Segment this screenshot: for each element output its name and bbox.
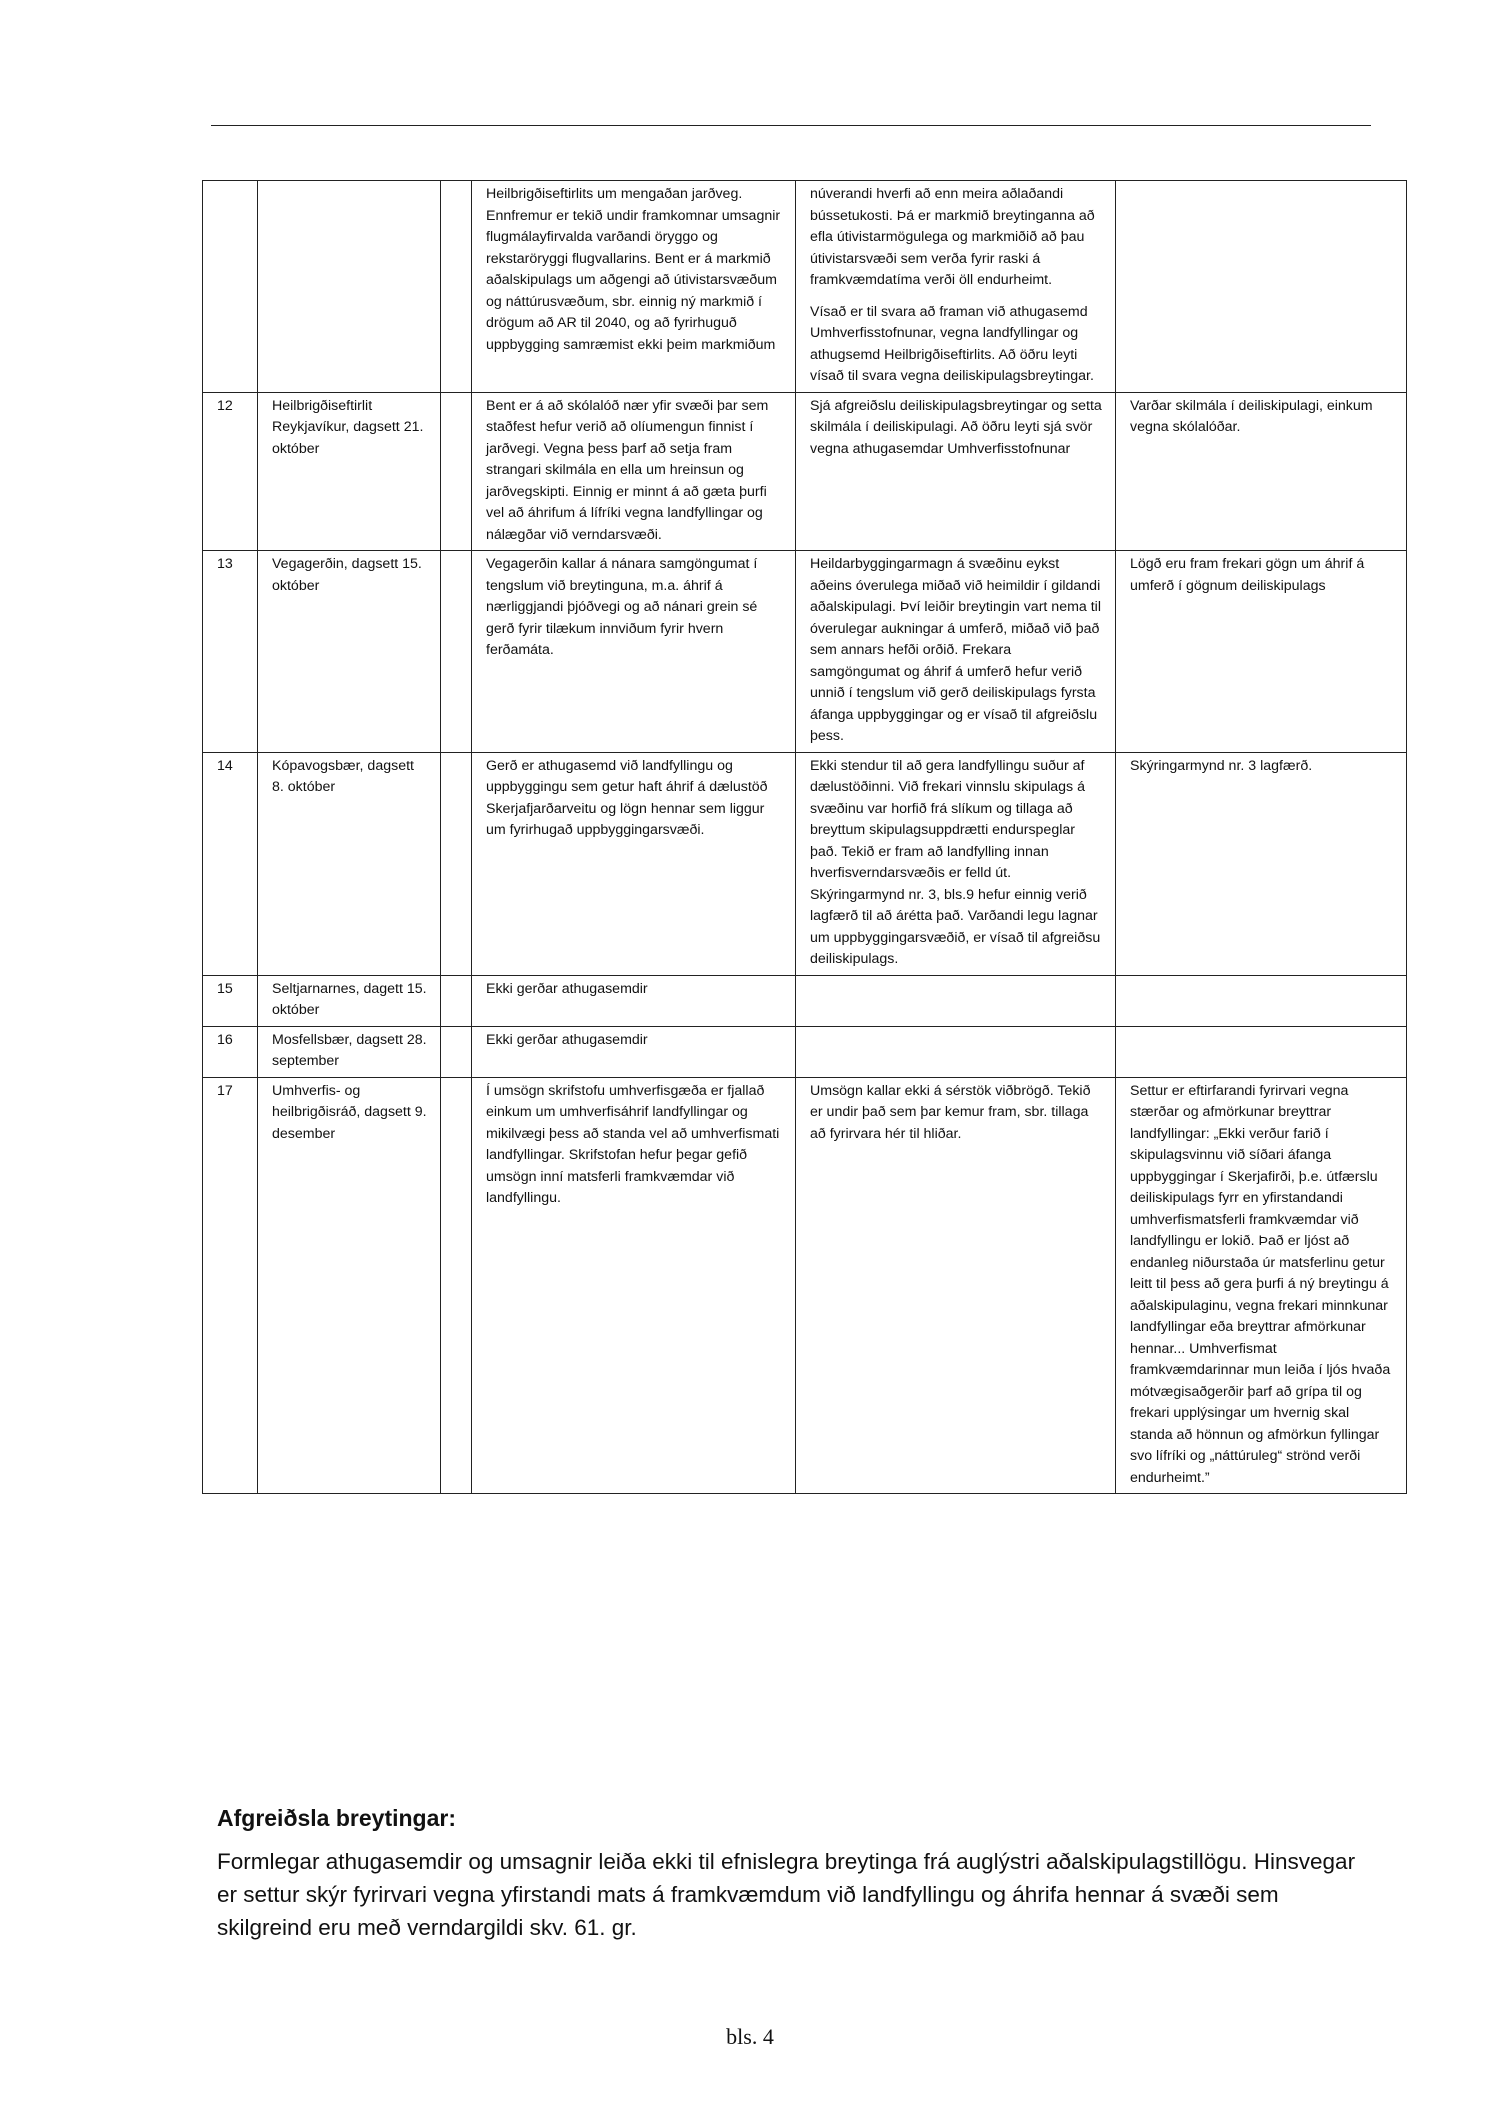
row-number: 17	[203, 1077, 258, 1494]
table-row	[203, 752, 1407, 975]
row-change	[1116, 1026, 1407, 1077]
row-spacer-cell	[441, 392, 472, 551]
comments-table-body	[203, 181, 1407, 1494]
row-response-paragraph: Umsögn kallar ekki á sérstök viðbrögð. Tekið er undir það sem þar kemur fram, sbr. tillaga að fyrirvara hér til hliðar.	[810, 1082, 1091, 1142]
row-spacer-cell	[441, 752, 472, 975]
decision-section	[217, 1803, 1377, 1944]
row-response	[796, 181, 1116, 393]
row-comment: Vegagerðin kallar á nánara samgöngumat í tengslum við breytinguna, m.a. áhrif á nærliggjandi þjóðvegi og að nánari grein sé gerð fyrir tilækum innviðum fyrir hvern ferðamáta.	[472, 551, 796, 753]
row-spacer-cell	[441, 551, 472, 753]
row-sender	[258, 181, 441, 393]
row-response-paragraph: Vísað er til svara að framan við athugasemd Umhverfisstofnunar, vegna landfyllingar og athugsemd Heilbrigðiseftirlits. Að öðru leyti vísað til svara vegna deiliskipulagsbreytingar.	[810, 303, 1094, 384]
row-response	[796, 975, 1116, 1026]
row-response-paragraph: Sjá afgreiðslu deiliskipulagsbreytingar og setta skilmála í deiliskipulagi. Að öðru leyti sjá svör vegna athugasemdar Umhverfisstofnunar	[810, 397, 1102, 457]
row-response	[796, 1077, 1116, 1494]
row-response	[796, 1026, 1116, 1077]
table-row	[203, 1026, 1407, 1077]
section-body: Formlegar athugasemdir og umsagnir leiða ekki til efnislegra breytinga frá auglýstri aðalskipulagstillögu. Hinsvegar er settur skýr fyrirvari vegna yfirstandi mats á framkvæmdum við landfyllingu og áhrifa hennar á svæði sem skilgreind eru með verndargildi skv. 61. gr.	[217, 1849, 1356, 1940]
row-sender: Mosfellsbær, dagsett 28. september	[258, 1026, 441, 1077]
row-sender: Umhverfis- og heilbrigðisráð, dagsett 9. desember	[258, 1077, 441, 1494]
row-spacer-cell	[441, 1026, 472, 1077]
table-row	[203, 551, 1407, 753]
comments-table	[202, 180, 1407, 1494]
row-response-paragraph: Ekki stendur til að gera landfyllingu suður af dælustöðinni. Við frekari vinnslu skipulags á svæðinu var horfið frá slíkum og tillaga að breyttum skipulagsuppdrætti endurspeglar það. Tekið er fram að landfylling innan hverfisverndarsvæðis er felld út. Skýringarmynd nr. 3, bls.9 hefur einnig verið lagfærð til að árétta það. Varðandi legu lagnar um uppbyggingarsvæðið, er vísað til afgreiðsu deiliskipulags.	[810, 757, 1101, 967]
table-row	[203, 975, 1407, 1026]
row-number	[203, 181, 258, 393]
header-rule	[211, 125, 1371, 126]
row-change: Settur er eftirfarandi fyrirvari vegna stærðar og afmörkunar breyttrar landfyllingar: „Ekki verður farið í skipulagsvinnu við síðari áfanga uppbyggingar í Skerjafirði, þ.e. útfærslu deiliskipulags fyrr en yfirstandandi umhverfismatsferli framkvæmdar við landfyllingu er lokið. Það er ljóst að endanleg niðurstaða úr matsferlinu getur leitt til þess að gera þurfi á ný breytingu á aðalskipulaginu, vegna frekari minnkunar landfyllingar eða breyttrar afmörkunar hennar... Umhverfismat framkvæmdarinnar mun leiða í ljós hvaða mótvægisaðgerðir þarf að grípa til og frekari upplýsingar um hvernig skal standa að hönnun og afmörkun fyllingar svo lífríki og „náttúruleg“ strönd verði endurheimt.”	[1116, 1077, 1407, 1494]
row-response	[796, 752, 1116, 975]
table-row	[203, 1077, 1407, 1494]
row-sender: Kópavogsbær, dagsett 8. október	[258, 752, 441, 975]
row-number: 13	[203, 551, 258, 753]
row-change	[1116, 181, 1407, 393]
row-comment: Bent er á að skólalóð nær yfir svæði þar sem staðfest hefur verið að olíumengun finnist í jarðvegi. Vegna þess þarf að setja fram strangari skilmála en ella um hreinsun og jarðvegskipti. Einnig er minnt á að gæta þurfi vel að áhrifum á lífríki vegna landfyllingar og nálægðar við verndarsvæði.	[472, 392, 796, 551]
row-number: 16	[203, 1026, 258, 1077]
row-spacer-cell	[441, 181, 472, 393]
row-sender: Seltjarnarnes, dagett 15. október	[258, 975, 441, 1026]
row-response-paragraph: núverandi hverfi að enn meira aðlaðandi bússetukosti. Þá er markmið breytinganna að efla útivistarmögulega og markmiðið að þau útivistarsvæði sem verða fyrir raski á framkvæmdatíma verði öll endurheimt.	[810, 186, 1095, 288]
table-row	[203, 392, 1407, 551]
row-change	[1116, 975, 1407, 1026]
row-spacer-cell	[441, 975, 472, 1026]
row-comment: Í umsögn skrifstofu umhverfisgæða er fjallað einkum um umhverfisáhrif landfyllingar og mikilvægi þess að standa vel að umhverfismati landfyllingar. Skrifstofan hefur þegar gefið umsögn inní matsferli framkvæmdar við landfyllingu.	[472, 1077, 796, 1494]
row-change: Lögð eru fram frekari gögn um áhrif á umferð í gögnum deiliskipulags	[1116, 551, 1407, 753]
row-sender: Vegagerðin, dagsett 15. október	[258, 551, 441, 753]
row-comment: Ekki gerðar athugasemdir	[472, 1026, 796, 1077]
table-row	[203, 181, 1407, 393]
row-response	[796, 392, 1116, 551]
row-number: 15	[203, 975, 258, 1026]
row-change: Skýringarmynd nr. 3 lagfærð.	[1116, 752, 1407, 975]
row-comment: Gerð er athugasemd við landfyllingu og uppbyggingu sem getur haft áhrif á dælustöð Skerjafjarðarveitu og lögn hennar sem liggur um fyrirhugað uppbyggingarsvæði.	[472, 752, 796, 975]
row-spacer-cell	[441, 1077, 472, 1494]
row-number: 12	[203, 392, 258, 551]
row-comment: Ekki gerðar athugasemdir	[472, 975, 796, 1026]
row-comment: Heilbrigðiseftirlits um mengaðan jarðveg. Ennfremur er tekið undir framkomnar umsagnir flugmálayfirvalda varðandi öryggo og rekstaröryggi flugvallarins. Bent er á markmið aðalskipulags um aðgengi að útivistarsvæðum og náttúrusvæðum, sbr. einnig ný markmið í drögum að AR til 2040, og að fyrirhuguð uppbygging samræmist ekki þeim markmiðum	[472, 181, 796, 393]
section-heading: Afgreiðsla breytingar:	[217, 1805, 456, 1831]
row-number: 14	[203, 752, 258, 975]
page-number: bls. 4	[726, 2024, 774, 2049]
row-response-paragraph: Heildarbyggingarmagn á svæðinu eykst aðeins óverulega miðað við heimildir í gildandi aðalskipulagi. Því leiðir breytingin vart nema til óverulegar aukningar á umferð, miðað við það sem annars hefði orðið. Frekara samgöngumat og áhrif á umferð hefur verið unnið í tengslum við gerð deiliskipulags fyrsta áfanga uppbyggingar og er vísað til afgreiðslu þess.	[810, 556, 1101, 744]
row-response	[796, 551, 1116, 753]
row-change: Varðar skilmála í deiliskipulagi, einkum vegna skólalóðar.	[1116, 392, 1407, 551]
row-sender: Heilbrigðiseftirlit Reykjavíkur, dagsett 21. október	[258, 392, 441, 551]
